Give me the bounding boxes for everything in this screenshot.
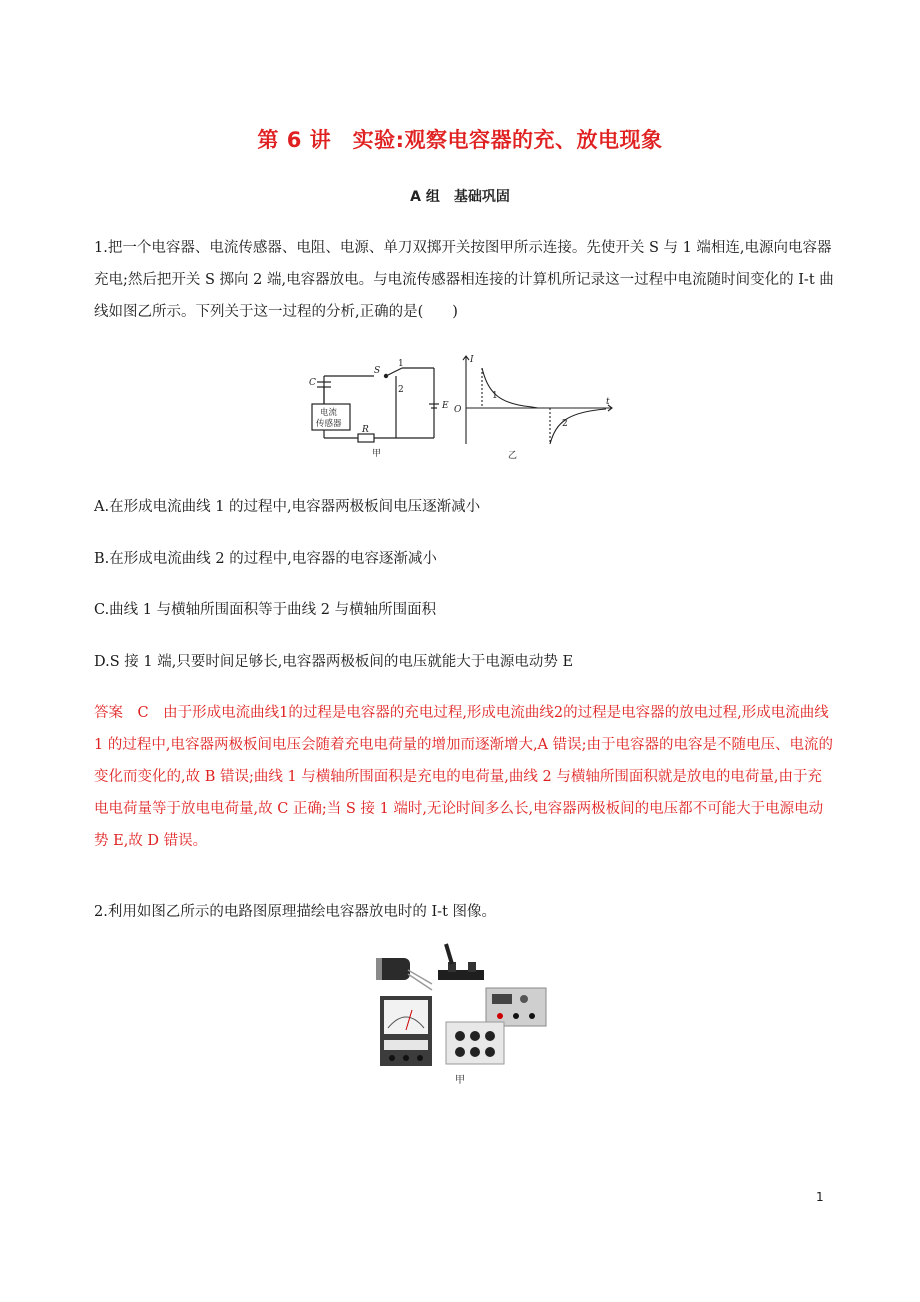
question-2-text: 2.利用如图乙所示的电路图原理描绘电容器放电时的 I-t 图像。 (94, 904, 497, 920)
capacitor-label: C (309, 378, 316, 388)
capacitor-photo (376, 958, 432, 990)
y-axis-label: I (470, 355, 474, 365)
graph-caption: 乙 (508, 451, 518, 461)
curve-1-label: 1 (492, 391, 498, 401)
sensor-label-line-1: 电流 (320, 408, 338, 418)
circuit-labels (309, 359, 449, 459)
curve-2-label: 2 (562, 419, 568, 429)
group-heading: A 组 基础巩固 (410, 189, 510, 205)
equipment-caption: 甲 (455, 1075, 465, 1086)
option-a: A.在形成电流曲线 1 的过程中,电容器两极板间电压逐渐减小 (94, 499, 481, 515)
resistance-box-photo (446, 1022, 504, 1064)
ammeter-photo (380, 996, 432, 1066)
page-number: 1 (816, 1190, 824, 1204)
sensor-label-line-2: 传感器 (316, 419, 342, 429)
curve-1 (482, 368, 538, 408)
curve-2 (550, 409, 606, 444)
switch-blade (386, 368, 402, 376)
question-2-figure (368, 940, 550, 1090)
resistor-label: R (362, 425, 369, 435)
knife-switch-photo (438, 944, 484, 980)
question-1-figure (306, 352, 626, 464)
switch-label: S (374, 366, 381, 376)
emf-label: E (442, 401, 449, 411)
option-d: D.S 接 1 端,只要时间足够长,电容器两极板间的电压就能大于电源电动势 E (94, 654, 574, 670)
power-supply-photo (486, 988, 546, 1026)
page-title: 第 6 讲 实验:观察电容器的充、放电现象 (257, 128, 663, 152)
question-1-text: 1.把一个电容器、电流传感器、电阻、电源、单刀双掷开关按图甲所示连接。先使开关 S 与 1 端相连,电源向电容器充电;然后把开关 S 掷向 2 端,电容器放电。与电流传感器相连接的计算机所记录这一过程中电流随时间变化的 I-t 曲线如图乙所示。下列关于这一过程的分析,正确的是( ) (94, 240, 834, 320)
position-2-label: 2 (398, 385, 404, 395)
answer-explanation: 答案 C 由于形成电流曲线1的过程是电容器的充电过程,形成电流曲线2的过程是电容器的放电过程,形成电流曲线 1 的过程中,电容器两极板间电压会随着充电电荷量的增加而逐渐增大,A 错误;由于电容器的电容是不随电压、电流的变化而变化的,故 B 错误;曲线 1 与横轴所围面积是充电的电荷量,曲线 2 与横轴所围面积就是放电的电荷量,由于充电电荷量等于放电电荷量,故 C 正确;当 S 接 1 端时,无论时间多么长,电容器两极板间的电压都不可能大于电源电动势 E,故 D 错误。 (94, 705, 834, 849)
origin-label: O (454, 405, 462, 415)
option-b: B.在形成电流曲线 2 的过程中,电容器的电容逐渐减小 (94, 551, 437, 567)
circuit-caption: 甲 (372, 449, 382, 459)
current-time-graph (463, 356, 612, 444)
resistor (358, 434, 374, 442)
option-c: C.曲线 1 与横轴所围面积等于曲线 2 与横轴所围面积 (94, 602, 437, 618)
circuit-diagram (312, 368, 439, 442)
position-1-label: 1 (398, 359, 404, 369)
x-axis-label: t (606, 397, 610, 407)
